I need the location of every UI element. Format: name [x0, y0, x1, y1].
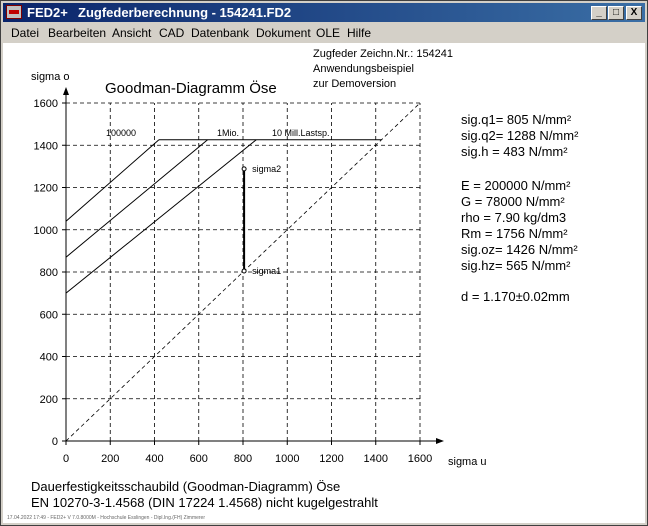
x-axis-label: sigma u	[448, 456, 487, 468]
y-tick-label-6: 1200	[33, 182, 58, 195]
header-line-2: Anwendungsbeispiel	[313, 63, 414, 75]
result-sig-q2: sig.q2= 1288 N/mm²	[461, 128, 579, 143]
window-title: Zugfederberechnung - 154241.FD2	[78, 5, 292, 20]
menu-cad[interactable]: CAD	[159, 26, 185, 40]
x-tick-label-4: 800	[233, 453, 253, 465]
footer-info: 17.04.2022 17:49 - FED2+ V 7.0.8000M - Hochschule Esslingen - Dipl.Ing.(FH) Zimmerer	[7, 515, 206, 521]
title-bar[interactable]	[3, 3, 645, 22]
limit-line-label-0: 100000	[106, 127, 137, 138]
result-sig-hz: sig.hz= 565 N/mm²	[461, 258, 571, 273]
x-tick-label-8: 1600	[407, 453, 433, 465]
y-tick-label-4: 800	[39, 267, 58, 279]
x-tick-label-0: 0	[62, 453, 70, 465]
limit-line-label-1: 1Mio.	[217, 127, 240, 138]
load-point-label-sigma1: sigma1	[252, 265, 282, 276]
result-e: E = 200000 N/mm²	[461, 178, 571, 193]
header-line-3: zur Demoversion	[313, 78, 397, 90]
app-logo-icon[interactable]	[6, 5, 22, 19]
result-d: d = 1.170±0.02mm	[461, 289, 570, 304]
menu-datei[interactable]: Datei	[11, 26, 40, 40]
y-tick-label-8: 1600	[33, 98, 58, 110]
x-tick-label-6: 1200	[319, 453, 344, 465]
result-rho: rho = 7.90 kg/dm3	[461, 210, 567, 225]
y-tick-label-0: 0	[51, 436, 58, 448]
x-tick-label-5: 1000	[275, 453, 300, 465]
x-tick-label-1: 200	[101, 453, 120, 465]
y-axis-label: sigma o	[31, 71, 70, 83]
y-tick-label-5: 1000	[33, 224, 58, 237]
chart-title: Goodman-Diagramm Öse	[105, 80, 277, 97]
limit-line-0	[66, 140, 159, 222]
limit-line-label-2: 10 Mill.Lastsp.	[272, 127, 330, 138]
menu-ole[interactable]: OLE	[316, 26, 341, 40]
x-tick-label-2: 400	[145, 453, 164, 465]
close-button[interactable]: X	[626, 6, 642, 20]
caption-line-1: Dauerfestigkeitsschaubild (Goodman-Diagramm) Öse	[31, 479, 341, 494]
maximize-button[interactable]: □	[608, 6, 624, 20]
limit-line-1	[66, 140, 208, 257]
result-sig-h: sig.h = 483 N/mm²	[461, 144, 568, 159]
y-tick-label-1: 200	[39, 393, 58, 406]
menu-bearbeiten[interactable]: Bearbeiten	[48, 26, 107, 40]
menu-bar	[3, 23, 645, 43]
menu-hilfe[interactable]: Hilfe	[347, 26, 372, 40]
app-name: FED2+	[27, 5, 68, 20]
menu-dokument[interactable]: Dokument	[256, 26, 311, 40]
limit-line-2	[66, 140, 256, 293]
result-sig-oz: sig.oz= 1426 N/mm²	[461, 242, 578, 257]
drawing-area	[3, 43, 645, 523]
x-tick-label-3: 600	[189, 453, 208, 465]
load-point-sigma1	[242, 269, 246, 273]
minimize-button[interactable]: _	[591, 6, 607, 20]
load-point-sigma2	[242, 167, 246, 171]
result-g: G = 78000 N/mm²	[461, 194, 565, 209]
load-point-label-sigma2: sigma2	[252, 163, 282, 174]
y-tick-label-2: 400	[39, 351, 58, 364]
menu-ansicht[interactable]: Ansicht	[112, 26, 152, 40]
header-line-1: Zugfeder Zeichn.Nr.: 154241	[313, 48, 454, 60]
y-tick-label-3: 600	[39, 309, 58, 322]
x-tick-label-7: 1400	[363, 453, 388, 465]
menu-datenbank[interactable]: Datenbank	[191, 26, 250, 40]
x-axis-arrow	[436, 438, 444, 444]
y-axis-arrow	[63, 87, 69, 95]
result-sig-q1: sig.q1= 805 N/mm²	[461, 112, 572, 127]
caption-line-2: EN 10270-3-1.4568 (DIN 17224 1.4568) nicht kugelgestrahlt	[31, 495, 378, 510]
y-tick-label-7: 1400	[33, 140, 58, 153]
result-rm: Rm = 1756 N/mm²	[461, 226, 568, 241]
